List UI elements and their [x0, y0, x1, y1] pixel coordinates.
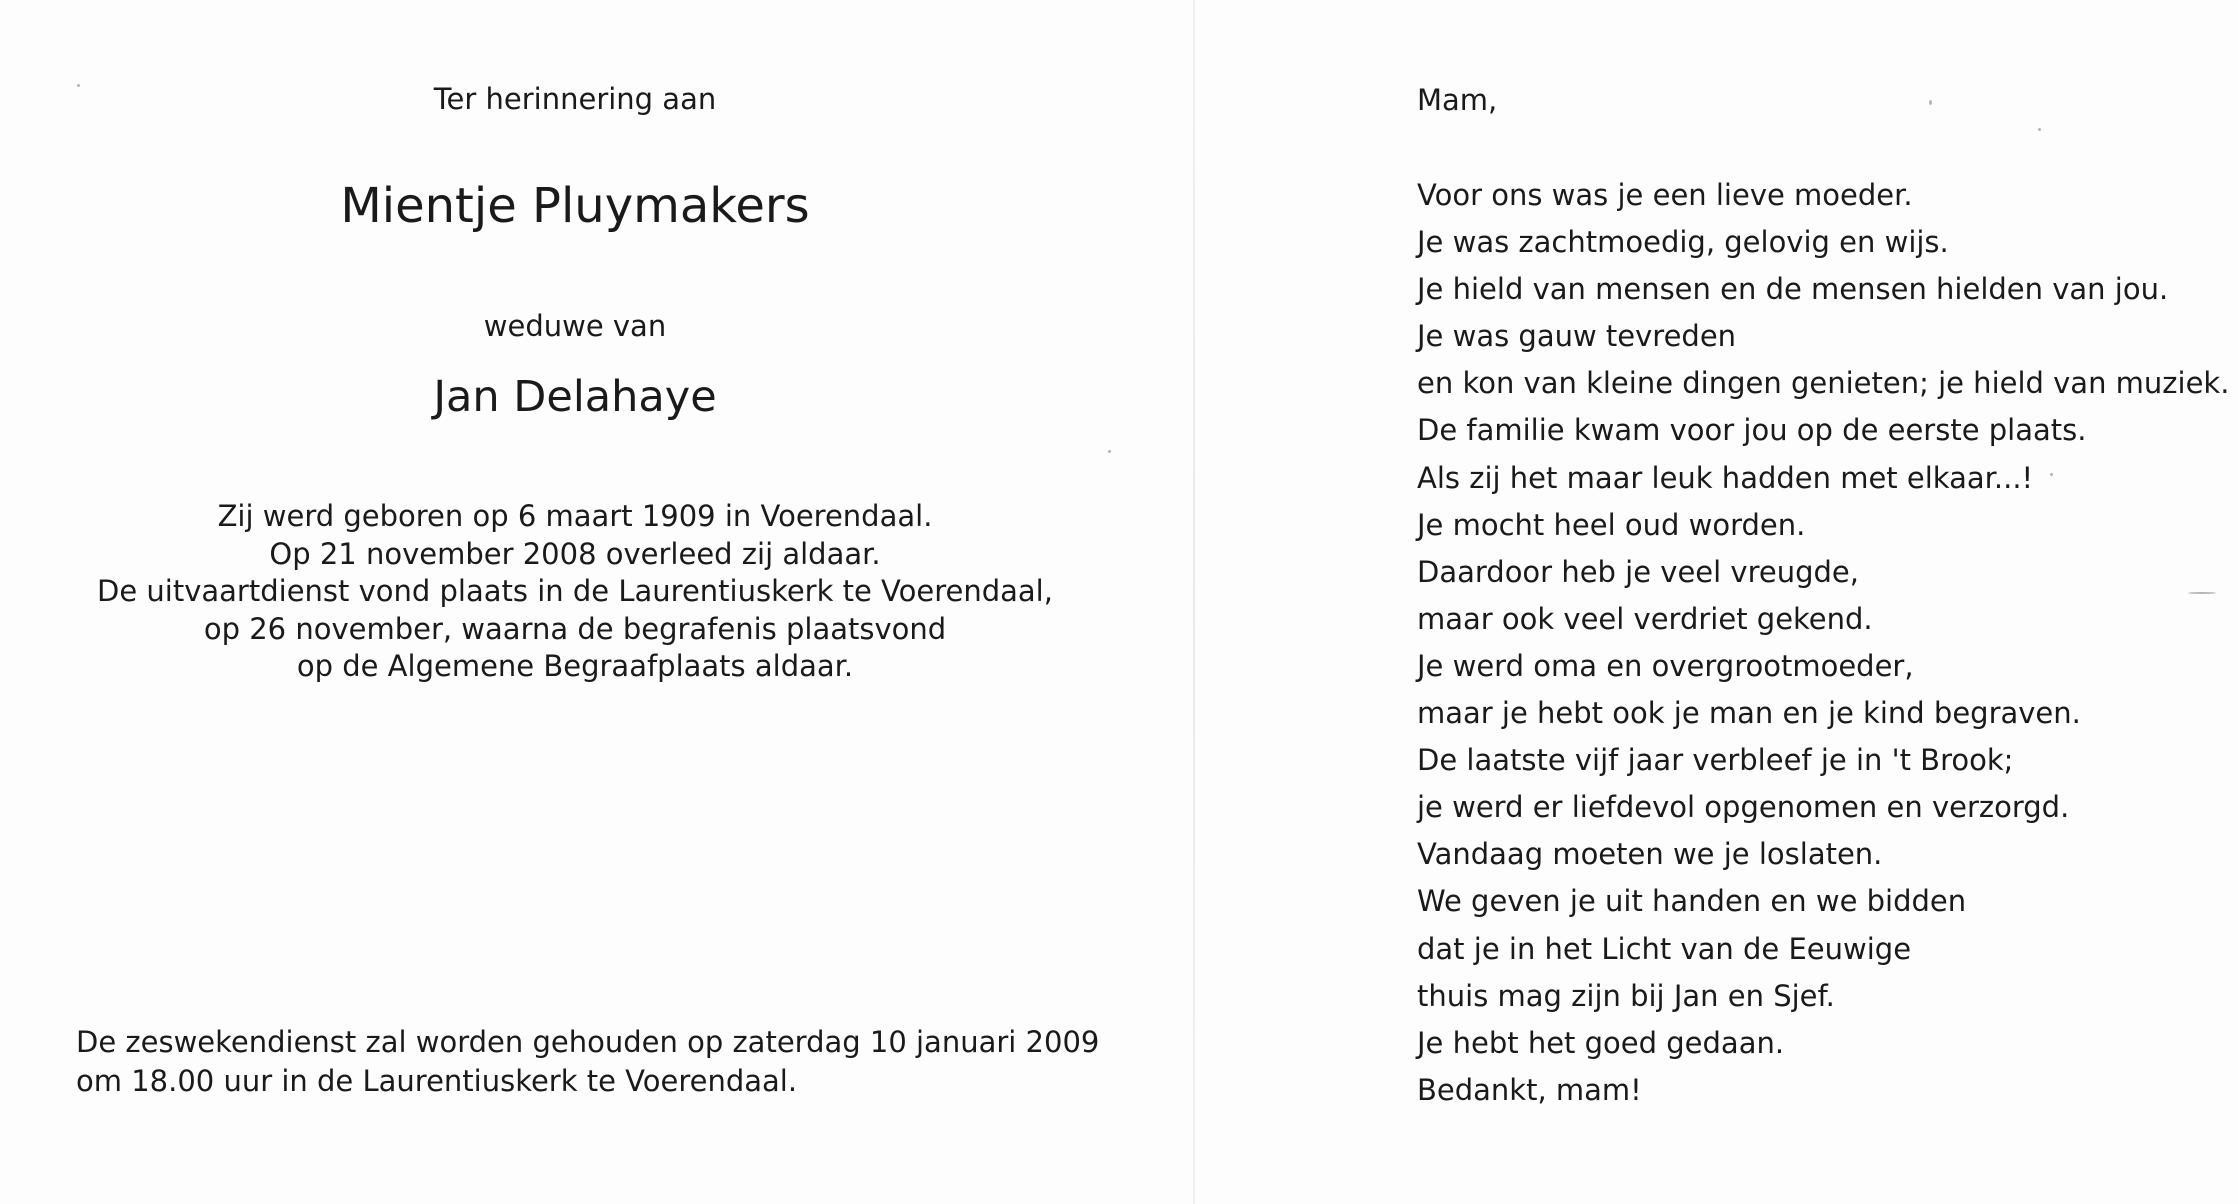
- poem-line: Je hebt het goed gedaan.: [1417, 1025, 1785, 1060]
- poem-line: je werd er liefdevol opgenomen en verzorgd.: [1417, 790, 2070, 825]
- poem-line: Je werd oma en overgrootmoeder,: [1417, 648, 1914, 683]
- poem-line: maar je hebt ook je man en je kind begraven.: [1417, 696, 2081, 731]
- spouse-name: Jan Delahaye: [433, 372, 717, 422]
- poem-line: Vandaag moeten we je loslaten.: [1417, 837, 1883, 872]
- bio-line: De uitvaartdienst vond plaats in de Laurentiuskerk te Voerendaal,: [97, 574, 1053, 608]
- right-page: [1195, 0, 2239, 1204]
- salutation: Mam,: [1417, 83, 1498, 117]
- poem-line: Je mocht heel oud worden.: [1417, 507, 1806, 542]
- poem-line: Bedankt, mam!: [1417, 1072, 1642, 1107]
- poem-line: en kon van kleine dingen genieten; je hield van muziek.: [1417, 366, 2230, 401]
- poem-line: De familie kwam voor jou op de eerste plaats.: [1417, 413, 2087, 448]
- paper-speck: [77, 84, 80, 87]
- bio-line: Op 21 november 2008 overleed zij aldaar.: [269, 536, 881, 571]
- memorial-mass-notice: [76, 1023, 1099, 1101]
- poem-line: Daardoor heb je veel vreugde,: [1417, 554, 1859, 589]
- poem-line: De laatste vijf jaar verbleef je in 't Brook;: [1417, 743, 2014, 778]
- mass-line: om 18.00 uur in de Laurentiuskerk te Voerendaal.: [76, 1064, 798, 1098]
- mass-line: De zeswekendienst zal worden gehouden op zaterdag 10 januari 2009: [76, 1025, 1100, 1059]
- paper-speck: [2038, 128, 2041, 131]
- bio-line: Zij werd geboren op 6 maart 1909 in Voerendaal.: [217, 499, 933, 533]
- deceased-name: Mientje Pluymakers: [340, 178, 810, 234]
- poem-line: Je hield van mensen en de mensen hielden van jou.: [1417, 272, 2169, 307]
- poem-line: We geven je uit handen en we bidden: [1417, 884, 1967, 919]
- bio-line: op 26 november, waarna de begrafenis plaatsvond: [203, 611, 947, 646]
- bio-line: op de Algemene Begraafplaats aldaar.: [296, 649, 854, 683]
- poem-line: dat je in het Licht van de Eeuwige: [1417, 931, 1912, 966]
- paper-speck: [2050, 473, 2053, 476]
- paper-speck: [2188, 592, 2216, 594]
- poem-line: Je was zachtmoedig, gelovig en wijs.: [1417, 225, 1949, 260]
- biography: [0, 498, 1150, 686]
- widow-of-text: weduwe van: [483, 309, 667, 343]
- poem-line: Als zij het maar leuk hadden met elkaar...!: [1417, 460, 2034, 495]
- poem-line: thuis mag zijn bij Jan en Sjef.: [1417, 978, 1835, 1013]
- poem-line: maar ook veel verdriet gekend.: [1417, 601, 1873, 636]
- paper-speck: [1108, 450, 1111, 453]
- poem-line: Je was gauw tevreden: [1417, 319, 1737, 354]
- paper-speck: [1929, 100, 1932, 105]
- poem-line: Voor ons was je een lieve moeder.: [1417, 178, 1913, 212]
- intro-text: Ter herinnering aan: [433, 82, 717, 116]
- poem: [1417, 172, 2229, 1114]
